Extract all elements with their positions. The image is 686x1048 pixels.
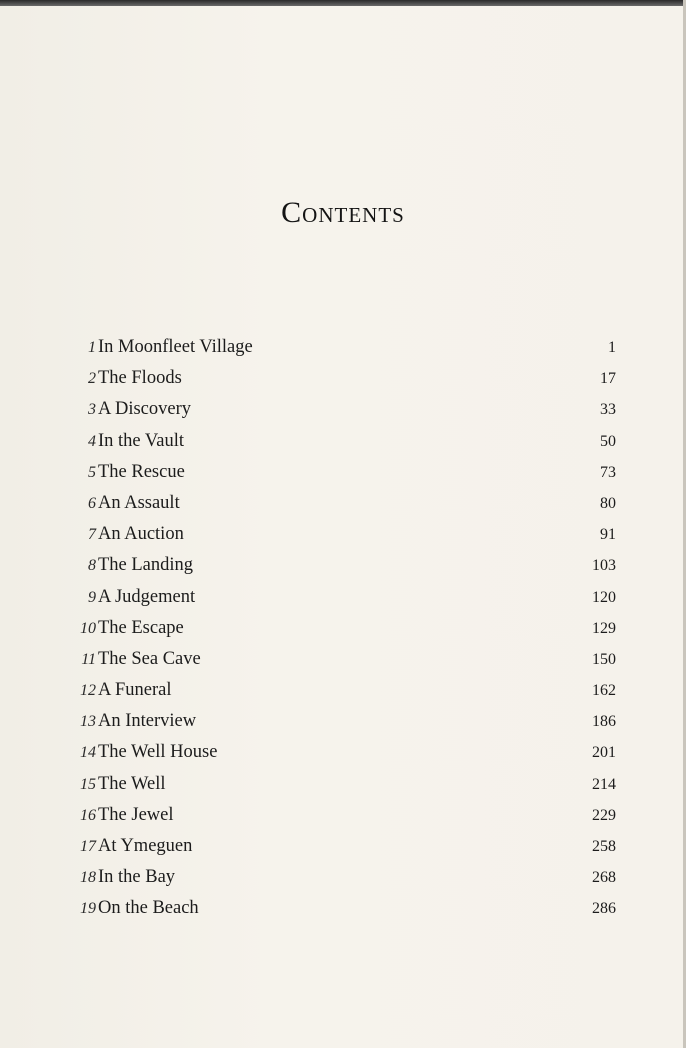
chapter-title: The Well House [98,742,218,763]
chapter-title: In the Vault [98,430,184,451]
chapter-title: A Funeral [98,680,172,701]
chapter-title: The Escape [98,617,184,638]
chapter-title: The Sea Cave [98,648,201,669]
chapter-page: 120 [592,588,616,606]
chapter-page: 229 [592,806,616,824]
chapter-title: In the Bay [98,867,176,888]
toc-row [76,613,616,644]
chapter-number: 7 [88,526,96,544]
chapter-page: 150 [592,650,616,668]
chapter-number: 19 [80,900,96,918]
chapter-page: 162 [592,682,616,700]
chapter-number: 3 [88,401,96,419]
toc-row [76,862,616,893]
chapter-number: 4 [88,432,96,450]
toc-row [76,831,616,862]
chapter-title: The Jewel [98,804,174,825]
chapter-page: 286 [592,900,616,918]
chapter-number: 15 [80,775,96,793]
toc-row [76,332,616,363]
chapter-number: 9 [88,588,96,606]
chapter-number: 13 [80,713,96,731]
toc-row [76,457,616,488]
chapter-title: An Auction [98,524,184,545]
chapter-title: At Ymeguen [98,836,193,856]
chapter-number: 11 [81,650,96,668]
toc-row [76,394,616,425]
chapter-title: On the Beach [98,898,199,919]
chapter-page: 80 [600,494,616,512]
chapter-page: 50 [600,432,616,450]
chapter-number: 10 [80,619,96,637]
toc-row [76,550,616,581]
page-top-edge [0,0,686,6]
chapter-page: 186 [592,713,616,731]
chapter-number: 2 [88,370,96,388]
toc-row [76,800,616,831]
chapter-page: 17 [600,370,616,388]
chapter-title: The Rescue [98,461,185,482]
chapter-title: A Judgement [98,586,196,607]
chapter-title: The Landing [98,555,194,576]
toc-row [76,675,616,706]
table-of-contents [76,332,616,925]
chapter-page: 103 [592,557,616,575]
toc-row [76,519,616,550]
chapter-title: In Moonfleet Village [98,337,253,357]
chapter-page: 214 [592,775,616,793]
chapter-number: 1 [88,339,96,356]
chapter-page: 33 [600,401,616,419]
chapter-title: A Discovery [98,399,191,420]
toc-row [76,706,616,737]
chapter-page: 268 [592,869,616,887]
chapter-number: 8 [88,557,96,575]
toc-row [76,582,616,613]
toc-row [76,644,616,675]
chapter-number: 14 [80,744,96,762]
toc-row [76,893,616,924]
chapter-number: 17 [80,838,96,855]
chapter-title: The Well [98,773,166,794]
page-title: Contents [281,196,405,229]
chapter-page: 258 [592,838,616,855]
chapter-number: 6 [88,494,96,512]
chapter-page: 1 [608,339,616,356]
chapter-page: 91 [600,526,616,544]
toc-row [76,488,616,519]
toc-row [76,363,616,394]
chapter-title: An Interview [98,711,197,732]
chapter-title: The Floods [98,368,182,389]
toc-row [76,737,616,768]
chapter-number: 12 [80,682,96,700]
chapter-page: 73 [600,463,616,481]
chapter-number: 16 [80,806,96,824]
chapter-page: 201 [592,744,616,762]
toc-row [76,426,616,457]
chapter-page: 129 [592,619,616,637]
toc-row [76,769,616,800]
chapter-title: An Assault [98,492,180,513]
chapter-number: 5 [88,463,96,481]
chapter-number: 18 [80,869,96,887]
